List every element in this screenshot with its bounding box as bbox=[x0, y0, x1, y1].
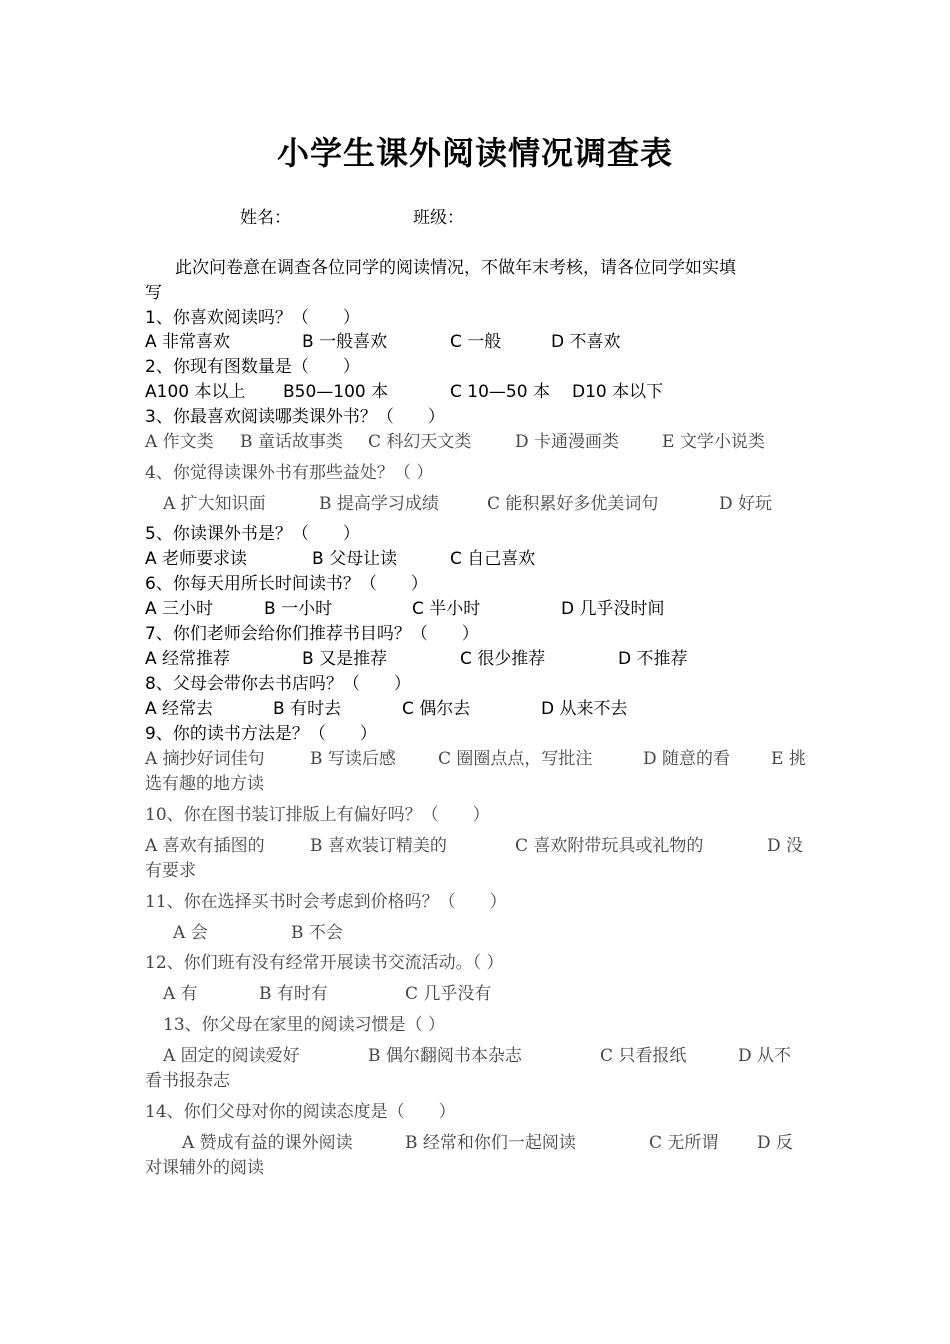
q2-option-a[interactable]: A100 本以上 bbox=[145, 382, 246, 402]
q3-option-a[interactable]: A 作文类 bbox=[145, 432, 214, 452]
q9-option-e[interactable]: E 挑 bbox=[771, 749, 806, 769]
question-3: 3、你最喜欢阅读哪类课外书？（ ） bbox=[145, 407, 445, 427]
q9-option-e-wrap: 选有趣的地方读 bbox=[145, 774, 264, 794]
class-label: 班级： bbox=[413, 208, 464, 228]
q6-option-a[interactable]: A 三小时 bbox=[145, 599, 214, 619]
name-label: 姓名： bbox=[240, 208, 291, 228]
q10-option-d-wrap: 有要求 bbox=[145, 861, 196, 881]
question-1: 1、你喜欢阅读吗？（ ） bbox=[145, 308, 360, 328]
intro-text-wrap: 写 bbox=[145, 283, 162, 303]
q10-option-a[interactable]: A 喜欢有插图的 bbox=[145, 836, 265, 856]
q6-option-d[interactable]: D 几乎没时间 bbox=[561, 599, 665, 619]
q3-option-c[interactable]: C 科幻天文类 bbox=[368, 432, 472, 452]
q3-option-e[interactable]: E 文学小说类 bbox=[662, 432, 765, 452]
q3-option-d[interactable]: D 卡通漫画类 bbox=[515, 432, 620, 452]
q14-option-d[interactable]: D 反 bbox=[757, 1133, 794, 1153]
q2-option-b[interactable]: B50—100 本 bbox=[283, 382, 389, 402]
q8-option-b[interactable]: B 有时去 bbox=[273, 699, 342, 719]
q14-option-c[interactable]: C 无所谓 bbox=[649, 1133, 719, 1153]
q2-option-c[interactable]: C 10—50 本 bbox=[450, 382, 550, 402]
q12-option-a[interactable]: A 有 bbox=[163, 984, 198, 1004]
q11-option-a[interactable]: A 会 bbox=[173, 923, 208, 943]
question-11: 11、你在选择买书时会考虑到价格吗？（ ） bbox=[145, 892, 507, 912]
page-title: 小学生课外阅读情况调查表 bbox=[276, 134, 673, 172]
q4-option-c[interactable]: C 能积累好多优美词句 bbox=[487, 494, 659, 514]
q13-option-b[interactable]: B 偶尔翻阅书本杂志 bbox=[368, 1046, 522, 1066]
q11-option-b[interactable]: B 不会 bbox=[291, 923, 343, 943]
q4-option-d[interactable]: D 好玩 bbox=[719, 494, 773, 514]
q1-option-c[interactable]: C 一般 bbox=[450, 332, 502, 352]
q12-option-b[interactable]: B 有时有 bbox=[259, 984, 328, 1004]
q7-option-d[interactable]: D 不推荐 bbox=[618, 649, 688, 669]
question-8: 8、父母会带你去书店吗？（ ） bbox=[145, 674, 411, 694]
q4-option-b[interactable]: B 提高学习成绩 bbox=[319, 494, 439, 514]
question-9: 9、你的读书方法是？（ ） bbox=[145, 724, 377, 744]
q1-option-d[interactable]: D 不喜欢 bbox=[551, 332, 621, 352]
question-2: 2、你现有图数量是（ ） bbox=[145, 357, 360, 377]
question-12: 12、你们班有没有经常开展读书交流活动。（ ） bbox=[145, 953, 504, 973]
q14-option-d-wrap: 对课辅外的阅读 bbox=[145, 1158, 264, 1178]
q9-option-d[interactable]: D 随意的看 bbox=[643, 749, 731, 769]
q8-option-d[interactable]: D 从来不去 bbox=[541, 699, 628, 719]
intro-text: 此次问卷意在调查各位同学的阅读情况，不做年末考核，请各位同学如实填 bbox=[175, 258, 736, 278]
q8-option-a[interactable]: A 经常去 bbox=[145, 699, 214, 719]
q5-option-b[interactable]: B 父母让读 bbox=[312, 549, 398, 569]
q2-option-d[interactable]: D10 本以下 bbox=[572, 382, 664, 402]
q9-option-b[interactable]: B 写读后感 bbox=[310, 749, 396, 769]
q6-option-b[interactable]: B 一小时 bbox=[264, 599, 333, 619]
q14-option-a[interactable]: A 赞成有益的课外阅读 bbox=[182, 1133, 353, 1153]
question-7: 7、你们老师会给你们推荐书目吗？（ ） bbox=[145, 624, 479, 644]
q7-option-b[interactable]: B 又是推荐 bbox=[302, 649, 388, 669]
question-14: 14、你们父母对你的阅读态度是（ ） bbox=[145, 1102, 456, 1122]
q13-option-d-wrap: 看书报杂志 bbox=[145, 1071, 230, 1091]
q13-option-c[interactable]: C 只看报纸 bbox=[600, 1046, 687, 1066]
q13-option-d[interactable]: D 从不 bbox=[738, 1046, 792, 1066]
q7-option-a[interactable]: A 经常推荐 bbox=[145, 649, 231, 669]
q10-option-b[interactable]: B 喜欢装订精美的 bbox=[310, 836, 447, 856]
question-4: 4、你觉得读课外书有那些益处？（ ） bbox=[145, 463, 434, 483]
q4-option-a[interactable]: A 扩大知识面 bbox=[163, 494, 266, 514]
question-6: 6、你每天用所长时间读书？（ ） bbox=[145, 574, 428, 594]
q5-option-c[interactable]: C 自己喜欢 bbox=[450, 549, 536, 569]
q12-option-c[interactable]: C 几乎没有 bbox=[405, 984, 492, 1004]
q6-option-c[interactable]: C 半小时 bbox=[412, 599, 481, 619]
q8-option-c[interactable]: C 偶尔去 bbox=[402, 699, 471, 719]
q10-option-c[interactable]: C 喜欢附带玩具或礼物的 bbox=[515, 836, 704, 856]
q14-option-b[interactable]: B 经常和你们一起阅读 bbox=[405, 1133, 576, 1153]
q10-option-d[interactable]: D 没 bbox=[767, 836, 804, 856]
q1-option-a[interactable]: A 非常喜欢 bbox=[145, 332, 231, 352]
question-10: 10、你在图书装订排版上有偏好吗？（ ） bbox=[145, 805, 490, 825]
q5-option-a[interactable]: A 老师要求读 bbox=[145, 549, 248, 569]
q3-option-b[interactable]: B 童话故事类 bbox=[240, 432, 343, 452]
q1-option-b[interactable]: B 一般喜欢 bbox=[302, 332, 388, 352]
q13-option-a[interactable]: A 固定的阅读爱好 bbox=[163, 1046, 300, 1066]
question-13: 13、你父母在家里的阅读习惯是（ ） bbox=[163, 1015, 446, 1035]
question-5: 5、你读课外书是？（ ） bbox=[145, 524, 360, 544]
q9-option-a[interactable]: A 摘抄好词佳句 bbox=[145, 749, 265, 769]
q9-option-c[interactable]: C 圈圈点点，写批注 bbox=[438, 749, 593, 769]
q7-option-c[interactable]: C 很少推荐 bbox=[460, 649, 546, 669]
